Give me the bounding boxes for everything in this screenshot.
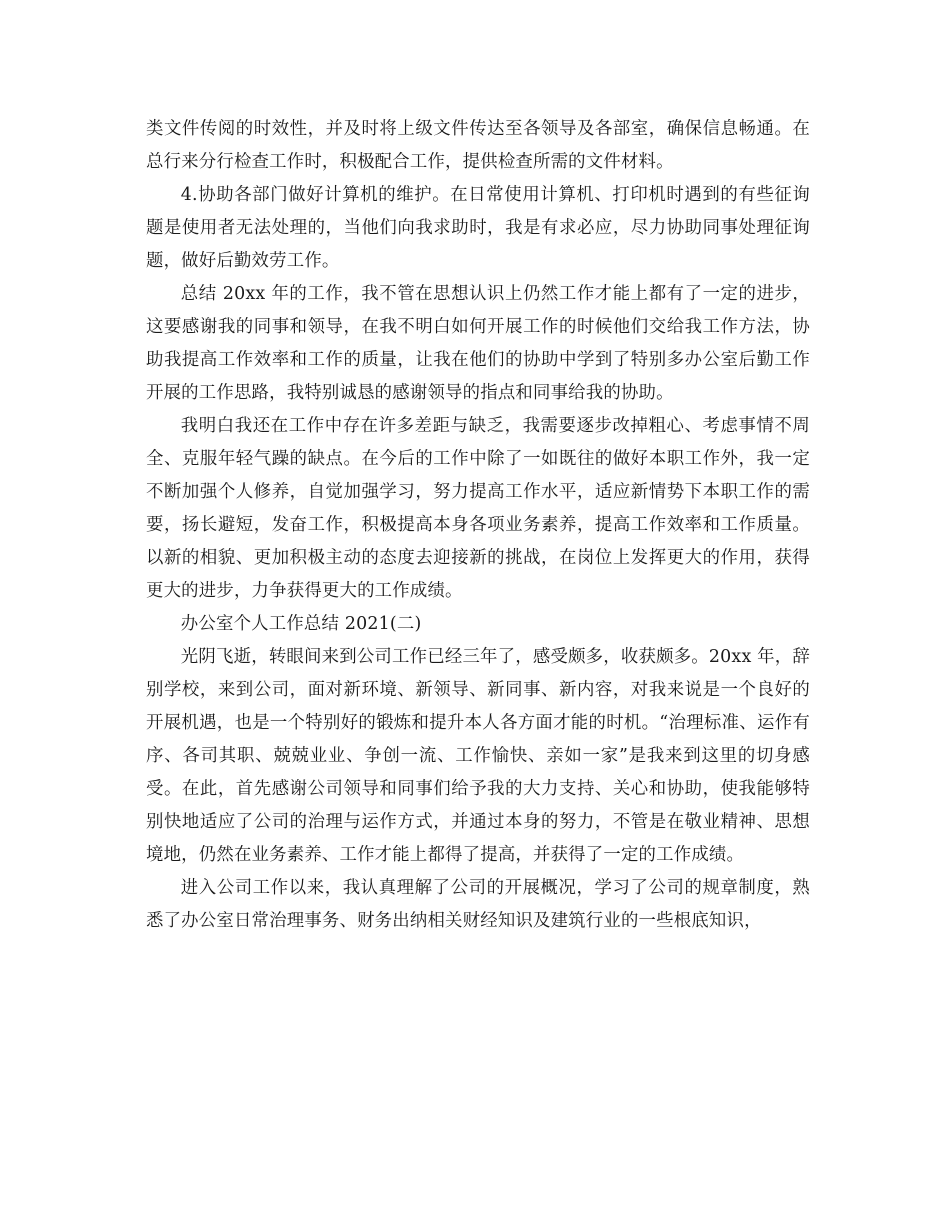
paragraph-learning: 进入公司工作以来，我认真理解了公司的开展概况，学习了公司的规章制度，熟悉了办公室日常治理事务、财务出纳相关财经知识及建筑行业的一些根底知识， bbox=[146, 878, 810, 931]
section-heading: 办公室个人工作总结 2021(二) bbox=[180, 614, 422, 634]
paragraph-computer-maintenance: 4.协助各部门做好计算机的维护。在日常使用计算机、打印机时遇到的有些征询题是使用者无法处理的，当他们向我求助时，我是有求必应，尽力协助同事处理征询题，做好后勤效劳工作。 bbox=[146, 185, 810, 271]
paragraph-annual-summary: 总结 20xx 年的工作，我不管在思想认识上仍然工作才能上都有了一定的进步，这要感谢我的同事和领导，在我不明白如何开展工作的时候他们交给我工作方法，协助我提高工作效率和工作的质量，让我在他们的协助中学到了特别多办公室后勤工作开展的工作思路，我特别诚恳的感谢领导的指点和同事给我的协助。 bbox=[146, 284, 810, 403]
document-body bbox=[146, 113, 810, 938]
paragraph-continuation: 类文件传阅的时效性，并及时将上级文件传达至各领导及各部室，确保信息畅通。在总行来分行检查工作时，积极配合工作，提供检查所需的文件材料。 bbox=[146, 119, 810, 172]
paragraph-three-years: 光阴飞逝，转眼间来到公司工作已经三年了，感受颇多，收获颇多。20xx 年，辞别学校，来到公司，面对新环境、新领导、新同事、新内容，对我来说是一个良好的开展机遇，也是一个特别好的锻炼和提升本人各方面才能的时机。“治理标准、运作有序、各司其职、兢兢业业、争创一流、工作愉快、亲如一家”是我来到这里的切身感受。在此，首先感谢公司领导和同事们给予我的大力支持、关心和协助，使我能够特别快地适应了公司的治理与运作方式，并通过本身的努力，不管是在敬业精神、思想境地，仍然在业务素养、工作才能上都得了提高，并获得了一定的工作成绩。 bbox=[146, 647, 810, 865]
paragraph-shortcomings: 我明白我还在工作中存在许多差距与缺乏，我需要逐步改掉粗心、考虑事情不周全、克服年轻气躁的缺点。在今后的工作中除了一如既往的做好本职工作外，我一定不断加强个人修养，自觉加强学习，努力提高工作水平，适应新情势下本职工作的需要，扬长避短，发奋工作，积极提高本身各项业务素养，提高工作效率和工作质量。以新的相貌、更加积极主动的态度去迎接新的挑战，在岗位上发挥更大的作用，获得更大的进步，力争获得更大的工作成绩。 bbox=[146, 416, 810, 601]
